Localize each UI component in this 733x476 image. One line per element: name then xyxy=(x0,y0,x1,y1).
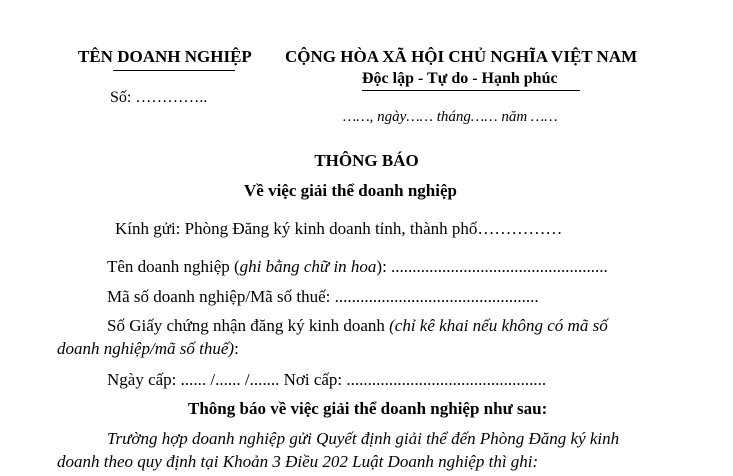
tax-code-field: Mã số doanh nghiệp/Mã số thuế: ................................................ xyxy=(107,287,539,306)
document-subtitle: Về việc giải thể doanh nghiệp xyxy=(244,181,457,200)
national-motto: Độc lập - Tự do - Hạnh phúc xyxy=(362,70,558,87)
company-name-field-blank: ): ................................................... xyxy=(376,257,608,276)
certificate-number-colon: : xyxy=(234,339,239,358)
company-name: TÊN DOANH NGHIỆP xyxy=(78,47,252,66)
country-name: CỘNG HÒA XÃ HỘI CHỦ NGHĨA VIỆT NAM xyxy=(285,47,638,66)
document-title: THÔNG BÁO xyxy=(314,151,419,170)
motto-underline xyxy=(362,90,580,91)
certificate-number-label: Số Giấy chứng nhận đăng ký kinh doanh xyxy=(107,316,390,335)
issue-date-place-field: Ngày cấp: ...... /...... /....... Nơi cấp: ............................................... xyxy=(107,370,547,389)
certificate-number-note-cont: doanh nghiệp/mã số thuế) xyxy=(57,339,235,358)
document-number: Số: ………….. xyxy=(110,89,208,106)
date-line: ……, ngày…… tháng…… năm …… xyxy=(343,109,558,125)
paragraph-line-2: doanh theo quy định tại Khoản 3 Điều 202 Luật Doanh nghiệp thì ghi: xyxy=(57,452,539,471)
company-name-underline xyxy=(113,70,235,71)
recipient-line: Kính gửi: Phòng Đăng ký kinh doanh tỉnh, thành phố…………… xyxy=(115,219,563,238)
company-name-field-note: ghi bằng chữ in hoa xyxy=(239,257,377,276)
company-name-field xyxy=(107,257,608,277)
paragraph-line-1: Trường hợp doanh nghiệp gửi Quyết định giải thể đến Phòng Đăng ký kinh xyxy=(107,429,620,448)
certificate-number-note: (chỉ kê khai nếu không có mã số xyxy=(389,316,608,335)
certificate-number-field-cont xyxy=(57,339,239,359)
company-name-field-label: Tên doanh nghiệp ( xyxy=(107,257,240,276)
section-heading: Thông báo về việc giải thể doanh nghiệp như sau: xyxy=(188,399,548,418)
certificate-number-field xyxy=(107,316,608,336)
